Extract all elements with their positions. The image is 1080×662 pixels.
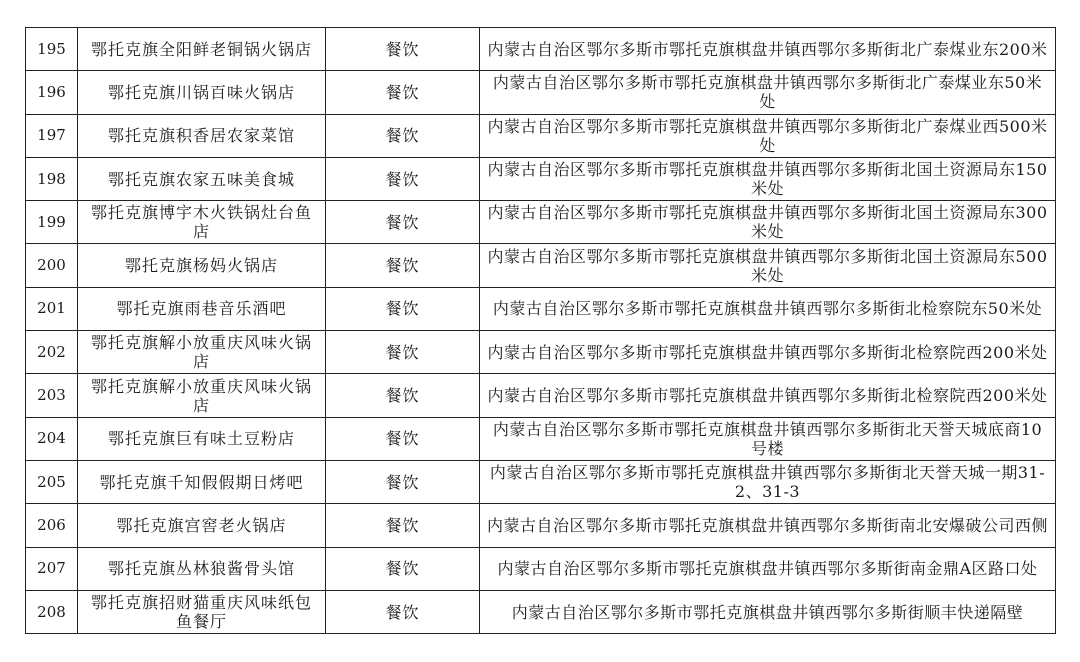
business-address: 内蒙古自治区鄂尔多斯市鄂托克旗棋盘井镇西鄂尔多斯街南金鼎A区路口处	[480, 547, 1056, 590]
table-row	[26, 201, 1056, 244]
business-name: 鄂托克旗农家五味美食城	[78, 157, 326, 200]
business-name: 鄂托克旗全阳鲜老铜锅火锅店	[78, 28, 326, 71]
business-address: 内蒙古自治区鄂尔多斯市鄂托克旗棋盘井镇西鄂尔多斯街北广泰煤业东50米处	[480, 71, 1056, 114]
business-type: 餐饮	[326, 504, 480, 547]
business-name: 鄂托克旗丛林狼酱骨头馆	[78, 547, 326, 590]
business-type: 餐饮	[326, 460, 480, 503]
table-row	[26, 287, 1056, 330]
table-row	[26, 157, 1056, 200]
row-number: 199	[26, 201, 78, 244]
business-name: 鄂托克旗招财猫重庆风味纸包鱼餐厅	[78, 590, 326, 633]
row-number: 204	[26, 417, 78, 460]
business-address: 内蒙古自治区鄂尔多斯市鄂托克旗棋盘井镇西鄂尔多斯街北国土资源局东300米处	[480, 201, 1056, 244]
business-name: 鄂托克旗解小放重庆风味火锅店	[78, 331, 326, 374]
table-row	[26, 547, 1056, 590]
business-name: 鄂托克旗巨有味土豆粉店	[78, 417, 326, 460]
row-number: 198	[26, 157, 78, 200]
row-number: 206	[26, 504, 78, 547]
business-name: 鄂托克旗千知假假期日烤吧	[78, 460, 326, 503]
business-type: 餐饮	[326, 28, 480, 71]
table-body	[26, 28, 1056, 634]
business-address: 内蒙古自治区鄂尔多斯市鄂托克旗棋盘井镇西鄂尔多斯街北检察院东50米处	[480, 287, 1056, 330]
table-row	[26, 28, 1056, 71]
business-type: 餐饮	[326, 287, 480, 330]
row-number: 203	[26, 374, 78, 417]
table-row	[26, 460, 1056, 503]
business-address: 内蒙古自治区鄂尔多斯市鄂托克旗棋盘井镇西鄂尔多斯街北检察院西200米处	[480, 374, 1056, 417]
business-type: 餐饮	[326, 417, 480, 460]
table-row	[26, 244, 1056, 287]
business-type: 餐饮	[326, 157, 480, 200]
row-number: 195	[26, 28, 78, 71]
table-row	[26, 590, 1056, 633]
business-address: 内蒙古自治区鄂尔多斯市鄂托克旗棋盘井镇西鄂尔多斯街北天誉天城底商10号楼	[480, 417, 1056, 460]
business-address: 内蒙古自治区鄂尔多斯市鄂托克旗棋盘井镇西鄂尔多斯街南北安爆破公司西侧	[480, 504, 1056, 547]
business-type: 餐饮	[326, 201, 480, 244]
business-type: 餐饮	[326, 331, 480, 374]
row-number: 196	[26, 71, 78, 114]
business-type: 餐饮	[326, 71, 480, 114]
business-type: 餐饮	[326, 244, 480, 287]
table-row	[26, 417, 1056, 460]
business-name: 鄂托克旗川锅百味火锅店	[78, 71, 326, 114]
row-number: 205	[26, 460, 78, 503]
business-name: 鄂托克旗雨巷音乐酒吧	[78, 287, 326, 330]
row-number: 201	[26, 287, 78, 330]
row-number: 208	[26, 590, 78, 633]
row-number: 200	[26, 244, 78, 287]
business-address: 内蒙古自治区鄂尔多斯市鄂托克旗棋盘井镇西鄂尔多斯街北广泰煤业西500米处	[480, 114, 1056, 157]
business-type: 餐饮	[326, 374, 480, 417]
business-name: 鄂托克旗解小放重庆风味火锅店	[78, 374, 326, 417]
table-row	[26, 71, 1056, 114]
table-row	[26, 331, 1056, 374]
business-address: 内蒙古自治区鄂尔多斯市鄂托克旗棋盘井镇西鄂尔多斯街北广泰煤业东200米	[480, 28, 1056, 71]
business-name: 鄂托克旗博宇木火铁锅灶台鱼店	[78, 201, 326, 244]
table-row	[26, 374, 1056, 417]
business-type: 餐饮	[326, 590, 480, 633]
business-name: 鄂托克旗杨妈火锅店	[78, 244, 326, 287]
business-address: 内蒙古自治区鄂尔多斯市鄂托克旗棋盘井镇西鄂尔多斯街北天誉天城一期31-2、31-3	[480, 460, 1056, 503]
row-number: 202	[26, 331, 78, 374]
business-table-container	[25, 27, 1055, 634]
business-address: 内蒙古自治区鄂尔多斯市鄂托克旗棋盘井镇西鄂尔多斯街北检察院西200米处	[480, 331, 1056, 374]
table-row	[26, 504, 1056, 547]
business-type: 餐饮	[326, 114, 480, 157]
business-address: 内蒙古自治区鄂尔多斯市鄂托克旗棋盘井镇西鄂尔多斯街顺丰快递隔壁	[480, 590, 1056, 633]
business-name: 鄂托克旗宫窖老火锅店	[78, 504, 326, 547]
table-row	[26, 114, 1056, 157]
business-table	[25, 27, 1056, 634]
row-number: 197	[26, 114, 78, 157]
business-address: 内蒙古自治区鄂尔多斯市鄂托克旗棋盘井镇西鄂尔多斯街北国土资源局东500米处	[480, 244, 1056, 287]
business-address: 内蒙古自治区鄂尔多斯市鄂托克旗棋盘井镇西鄂尔多斯街北国土资源局东150米处	[480, 157, 1056, 200]
business-type: 餐饮	[326, 547, 480, 590]
business-name: 鄂托克旗积香居农家菜馆	[78, 114, 326, 157]
row-number: 207	[26, 547, 78, 590]
